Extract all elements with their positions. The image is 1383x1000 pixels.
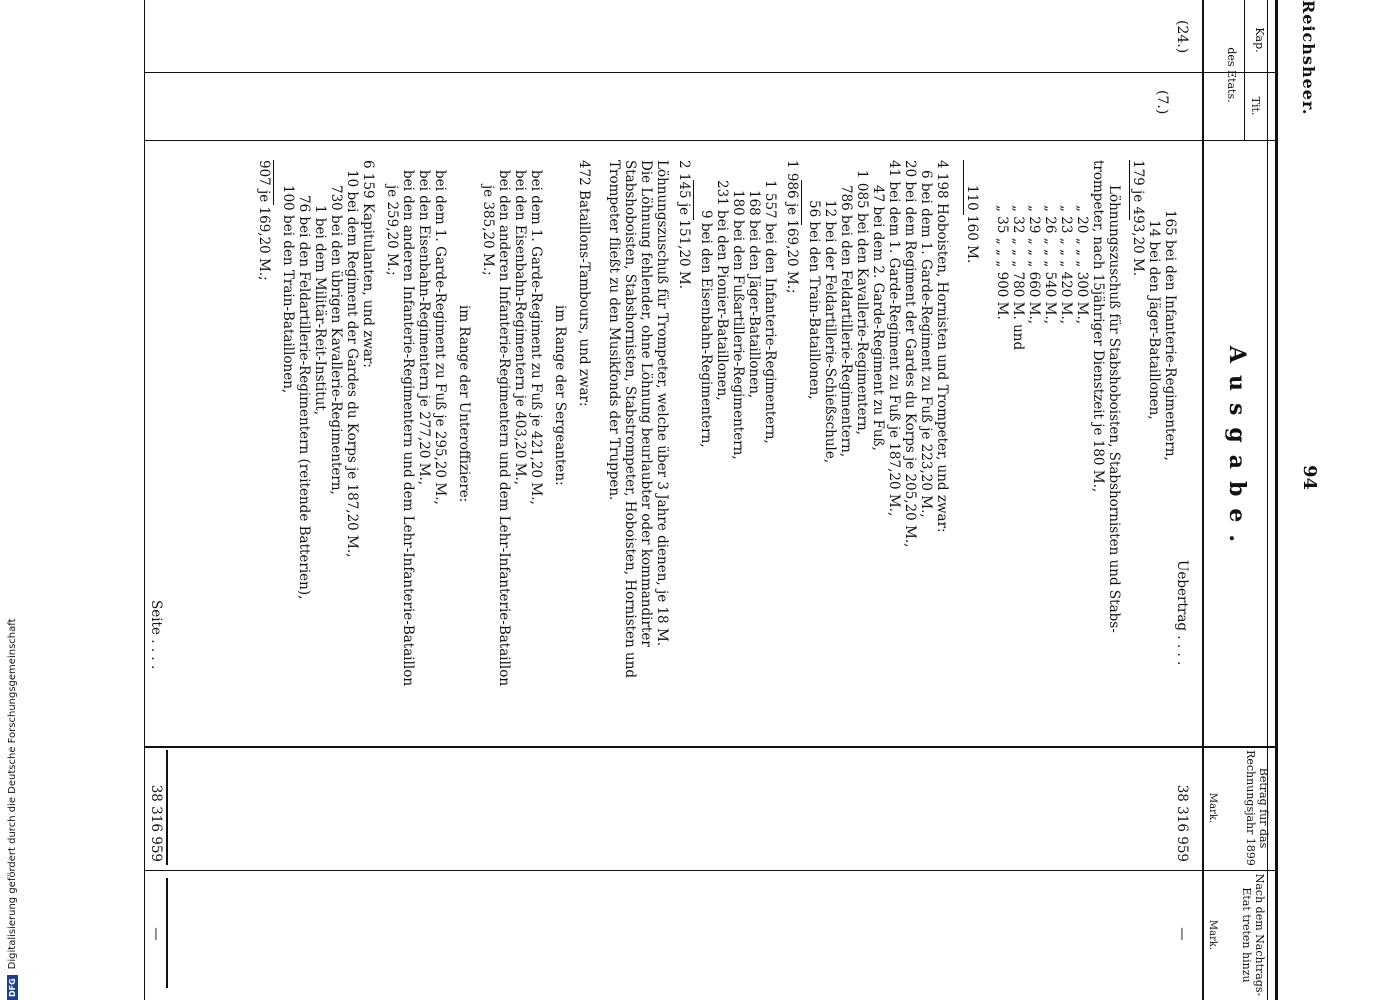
column-divider (144, 746, 1278, 748)
subtotal-rule (801, 180, 802, 225)
column-divider (144, 140, 1278, 141)
document-page (80, 0, 1330, 1000)
text-line: 10 bei dem Regiment der Gardes du Korps je 187,20 M., (344, 170, 360, 558)
text-line: 786 bei den Feldartillerie-Regimentern, (838, 185, 854, 458)
running-title: Reichsheer. (1299, 0, 1318, 116)
column-header-etats: des Etats. (1225, 47, 1238, 103)
text-line: „ 23 „ „ „ 420 M., (1058, 205, 1074, 325)
text-line: 730 bei den übrigen Kavallerie-Regimentern, (328, 185, 344, 495)
text-line: 110 160 M. (964, 185, 980, 264)
column-header-tit: Tit. (1249, 96, 1262, 116)
dfg-logo: DFG (7, 975, 18, 1000)
text-line: „ 32 „ „ „ 780 M. und (1010, 205, 1026, 351)
text-line: im Range der Unteroffiziere: (456, 305, 472, 503)
text-line: bei den Eisenbahn-Regimentern je 403,20 M., (512, 170, 528, 486)
text-line: 12 bei der Feldartillerie-Schießschule, (822, 200, 838, 464)
text-line: 4 198 Hoboisten, Hornisten und Trompeter, und zwar: (934, 160, 950, 533)
text-line: „ 35 „ „ „ 900 M. (994, 205, 1010, 320)
text-line: 76 bei den Feldartillerie-Regimentern (reitende Batterien), (296, 195, 312, 600)
text-line: 47 bei dem 2. Garde-Regiment zu Fuß, (870, 185, 886, 451)
header-bottom-rule (1202, 0, 1204, 1000)
text-line: 180 bei den Fußartillerie-Regimentern, (730, 190, 746, 460)
subtotal-rule (693, 180, 694, 220)
text-line: bei den Eisenbahn-Regimentern je 277,20 M., (416, 170, 432, 486)
column-divider (144, 72, 1278, 73)
column-header-betrag: Betrag für das Rechnungsjahr 1899 (1243, 750, 1270, 866)
carryover-label: Uebertrag . . . . (1174, 560, 1190, 666)
carryover-supplement: — (1174, 927, 1190, 941)
column-header-kap: Kap. (1253, 27, 1266, 53)
column-unit-mark: Mark. (1207, 919, 1218, 951)
text-line: 6 bei dem 1. Garde-Regiment zu Fuß je 223,20 M., (918, 170, 934, 518)
text-line: Die Löhnung fehlender, ohne Löhnung beurlaubter oder kommandirter (638, 160, 654, 647)
text-line: 41 bei dem 1. Garde-Regiment zu Fuß je 187,20 M., (886, 160, 902, 517)
text-line: 56 bei den Train-Bataillonen, (806, 200, 822, 400)
text-line: 9 bei den Eisenbahn-Regimentern, (698, 210, 714, 448)
kap-number: (24.) (1174, 20, 1190, 54)
text-line: 6 159 Kapitulanten, und zwar: (360, 160, 376, 368)
column-divider (144, 870, 1278, 871)
digitization-credit-text: Digitalisierung gefördert durch die Deutsche Forschungsgemeinschaft (6, 618, 18, 970)
section-title: Ausgabe. (1224, 345, 1250, 555)
table-bottom-rule (144, 0, 145, 1000)
text-line: Stabshoboisten, Stabshornisten, Stabstrompeter, Hoboisten, Hornisten und (622, 160, 638, 679)
subtotal-rule (273, 160, 274, 205)
text-line: 1 986 je 169,20 M.; (784, 160, 800, 294)
text-line: bei den anderen Infanterie-Regimentern und dem Lehr-Infanterie-Bataillon (400, 170, 416, 687)
text-line: 1 557 bei den Infanterie-Regimentern, (762, 180, 778, 444)
column-unit-mark: Mark. (1207, 792, 1218, 824)
subtotal-rule (963, 160, 964, 215)
text-line: 231 bei den Pionier-Bataillonen, (714, 180, 730, 401)
text-line: je 259,20 M.; (384, 185, 400, 276)
text-line: „ 26 „ „ „ 540 M., (1042, 205, 1058, 325)
text-line: Trompeter fließt zu den Musikfonds der Truppen. (606, 160, 622, 501)
page-number: 94 (1299, 465, 1320, 491)
subtotal-rule (1129, 160, 1130, 220)
text-line: 20 bei dem Regiment der Gardes du Korps je 205,20 M., (902, 160, 918, 548)
page-total-label: Seite . . . . (148, 600, 164, 670)
text-line: 1 bei dem Militär-Reit-Institut, (312, 205, 328, 416)
page-total-supplement: — (148, 927, 164, 941)
text-line: 168 bei den Jäger-Bataillonen, (746, 190, 762, 399)
text-line: 179 je 493,20 M. (1130, 160, 1146, 277)
digitization-credit (2, 0, 22, 1000)
text-line: „ 20 „ „ „ 300 M., (1074, 205, 1090, 325)
text-line: 100 bei den Train-Bataillonen, (280, 185, 296, 394)
text-line: „ 29 „ „ „ 660 M., (1026, 205, 1042, 325)
column-header-nachtrag: Nach dem Nachtrags-Etat treten hinzu (1239, 873, 1266, 997)
text-line: bei dem 1. Garde-Regiment zu Fuß je 295,20 M., (432, 170, 448, 505)
text-line: bei dem 1. Garde-Regiment zu Fuß je 421,20 M., (528, 170, 544, 505)
text-line: trompeter, nach 15jähriger Dienstzeit je 180 M., (1090, 160, 1106, 493)
text-line: je 385,20 M.; (480, 185, 496, 276)
text-line: im Range der Sergeanten: (552, 305, 568, 486)
sum-rule (166, 878, 168, 988)
text-line: 1 085 bei den Kavallerie-Regimentern, (854, 170, 870, 436)
header-mid-rule (1244, 0, 1245, 140)
text-line: 14 bei den Jäger-Bataillonen, (1146, 220, 1162, 420)
table-top-rule (1275, 0, 1278, 1000)
text-line: 472 Bataillons-Tambours, und zwar: (576, 160, 592, 407)
text-line: Löhnungszuschuß für Stabshoboisten, Stabshornisten und Stabs- (1106, 185, 1122, 633)
text-line: 165 bei den Infanterie-Regimentern, (1162, 210, 1178, 461)
carryover-amount: 38 316 959 (1174, 784, 1190, 862)
text-line: Löhnungszuschuß für Trompeter, welche über 3 Jahre dienen, je 18 M. (654, 160, 670, 647)
text-line: 907 je 169,20 M.; (256, 160, 272, 281)
page-total-amount: 38 316 959 (148, 784, 164, 862)
tit-number: (7.) (1154, 90, 1170, 115)
text-line: 2 145 je 151,20 M. (676, 160, 692, 290)
sum-rule (166, 750, 168, 865)
text-line: bei den anderen Infanterie-Regimentern und dem Lehr-Infanterie-Bataillon (496, 170, 512, 687)
